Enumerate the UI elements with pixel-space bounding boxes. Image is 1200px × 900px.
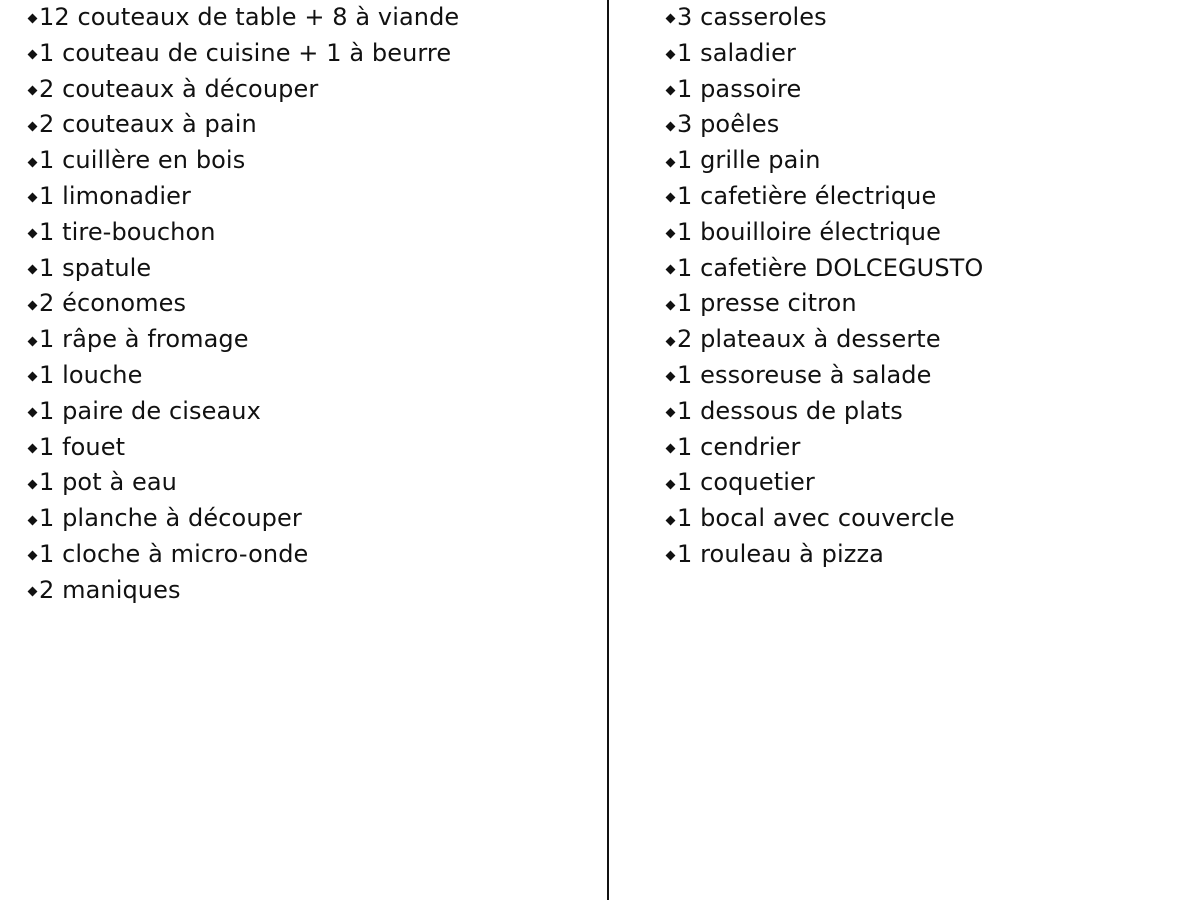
list-item — [666, 322, 983, 358]
list-item — [28, 0, 459, 36]
list-item — [28, 107, 459, 143]
diamond-bullet-icon — [666, 551, 676, 561]
list-item-label: 1 louche — [39, 360, 143, 389]
diamond-bullet-icon — [666, 444, 676, 454]
list-item — [28, 537, 459, 573]
list-item-label: 2 couteaux à découper — [39, 74, 319, 103]
list-item — [28, 394, 459, 430]
list-item — [666, 394, 983, 430]
list-item — [28, 72, 459, 108]
list-item-label: 1 fouet — [39, 432, 126, 461]
list-item-label: 1 couteau de cuisine + 1 à beurre — [39, 38, 452, 67]
diamond-bullet-icon — [666, 336, 676, 346]
diamond-bullet-icon — [28, 193, 38, 203]
diamond-bullet-icon — [666, 300, 676, 310]
diamond-bullet-icon — [28, 300, 38, 310]
diamond-bullet-icon — [28, 372, 38, 382]
list-item-label: 1 dessous de plats — [677, 396, 903, 425]
list-item-label: 1 bocal avec couvercle — [677, 504, 955, 533]
list-item — [666, 537, 983, 573]
diamond-bullet-icon — [28, 50, 38, 60]
list-item-label: 3 casseroles — [677, 3, 827, 31]
list-item-label: 1 presse citron — [677, 289, 857, 318]
diamond-bullet-icon — [28, 479, 38, 489]
list-item — [28, 465, 459, 501]
diamond-bullet-icon — [28, 157, 38, 167]
diamond-bullet-icon — [28, 587, 38, 597]
list-item-label: 1 saladier — [677, 38, 797, 67]
list-item-label: 2 plateaux à desserte — [677, 325, 941, 354]
list-item-label: 1 spatule — [39, 253, 152, 282]
list-item-label: 1 limonadier — [39, 181, 191, 210]
diamond-bullet-icon — [666, 479, 676, 489]
diamond-bullet-icon — [666, 265, 676, 275]
list-item-label: 1 cafetière DOLCEGUSTO — [677, 253, 984, 282]
diamond-bullet-icon — [666, 229, 676, 239]
diamond-bullet-icon — [666, 86, 676, 96]
diamond-bullet-icon — [666, 193, 676, 203]
list-item — [28, 430, 459, 466]
list-item — [28, 215, 459, 251]
list-item — [666, 0, 983, 36]
list-item-label: 1 paire de ciseaux — [39, 396, 261, 425]
list-item-label: 2 maniques — [39, 575, 181, 604]
list-item-label: 1 planche à découper — [39, 504, 302, 533]
list-item — [666, 286, 983, 322]
list-item — [28, 179, 459, 215]
list-item-label: 2 économes — [39, 289, 187, 318]
diamond-bullet-icon — [28, 444, 38, 454]
right-inventory-list — [666, 0, 983, 573]
list-item — [666, 179, 983, 215]
list-item-label: 1 cafetière électrique — [677, 181, 937, 210]
list-item — [28, 322, 459, 358]
diamond-bullet-icon — [28, 551, 38, 561]
diamond-bullet-icon — [28, 265, 38, 275]
list-item-label: 1 bouilloire électrique — [677, 217, 941, 246]
list-item-label: 3 poêles — [677, 110, 780, 139]
list-item — [666, 465, 983, 501]
list-item-label: 2 couteaux à pain — [39, 110, 257, 139]
list-item — [666, 107, 983, 143]
list-item — [666, 72, 983, 108]
column-divider — [607, 0, 609, 900]
diamond-bullet-icon — [666, 50, 676, 60]
diamond-bullet-icon — [28, 336, 38, 346]
list-item — [666, 501, 983, 537]
list-item-label: 1 coquetier — [677, 468, 815, 497]
list-item-label: 1 cendrier — [677, 432, 801, 461]
list-item — [666, 358, 983, 394]
list-item-label: 1 tire-bouchon — [39, 217, 216, 246]
diamond-bullet-icon — [666, 157, 676, 167]
list-item — [28, 143, 459, 179]
list-item-label: 1 pot à eau — [39, 468, 177, 497]
list-item-label: 1 essoreuse à salade — [677, 360, 932, 389]
diamond-bullet-icon — [666, 14, 676, 24]
list-item-label: 1 grille pain — [677, 146, 821, 175]
diamond-bullet-icon — [666, 121, 676, 131]
diamond-bullet-icon — [666, 408, 676, 418]
list-item — [666, 36, 983, 72]
left-inventory-list — [28, 0, 459, 609]
list-item — [666, 251, 983, 287]
diamond-bullet-icon — [28, 408, 38, 418]
diamond-bullet-icon — [28, 86, 38, 96]
diamond-bullet-icon — [666, 372, 676, 382]
list-item-label: 1 rouleau à pizza — [677, 539, 884, 568]
list-item-label: 1 passoire — [677, 74, 802, 103]
list-item — [28, 251, 459, 287]
list-item — [28, 501, 459, 537]
diamond-bullet-icon — [28, 121, 38, 131]
list-item — [28, 358, 459, 394]
list-item-label: 1 cloche à micro-onde — [39, 539, 309, 568]
list-item-label: 12 couteaux de table + 8 à viande — [39, 3, 460, 31]
list-item-label: 1 râpe à fromage — [39, 325, 249, 354]
diamond-bullet-icon — [28, 515, 38, 525]
list-item — [666, 143, 983, 179]
diamond-bullet-icon — [28, 229, 38, 239]
list-item-label: 1 cuillère en bois — [39, 146, 246, 175]
list-item — [28, 36, 459, 72]
list-item — [666, 215, 983, 251]
list-item — [666, 430, 983, 466]
diamond-bullet-icon — [666, 515, 676, 525]
list-item — [28, 286, 459, 322]
list-item — [28, 573, 459, 609]
diamond-bullet-icon — [28, 14, 38, 24]
